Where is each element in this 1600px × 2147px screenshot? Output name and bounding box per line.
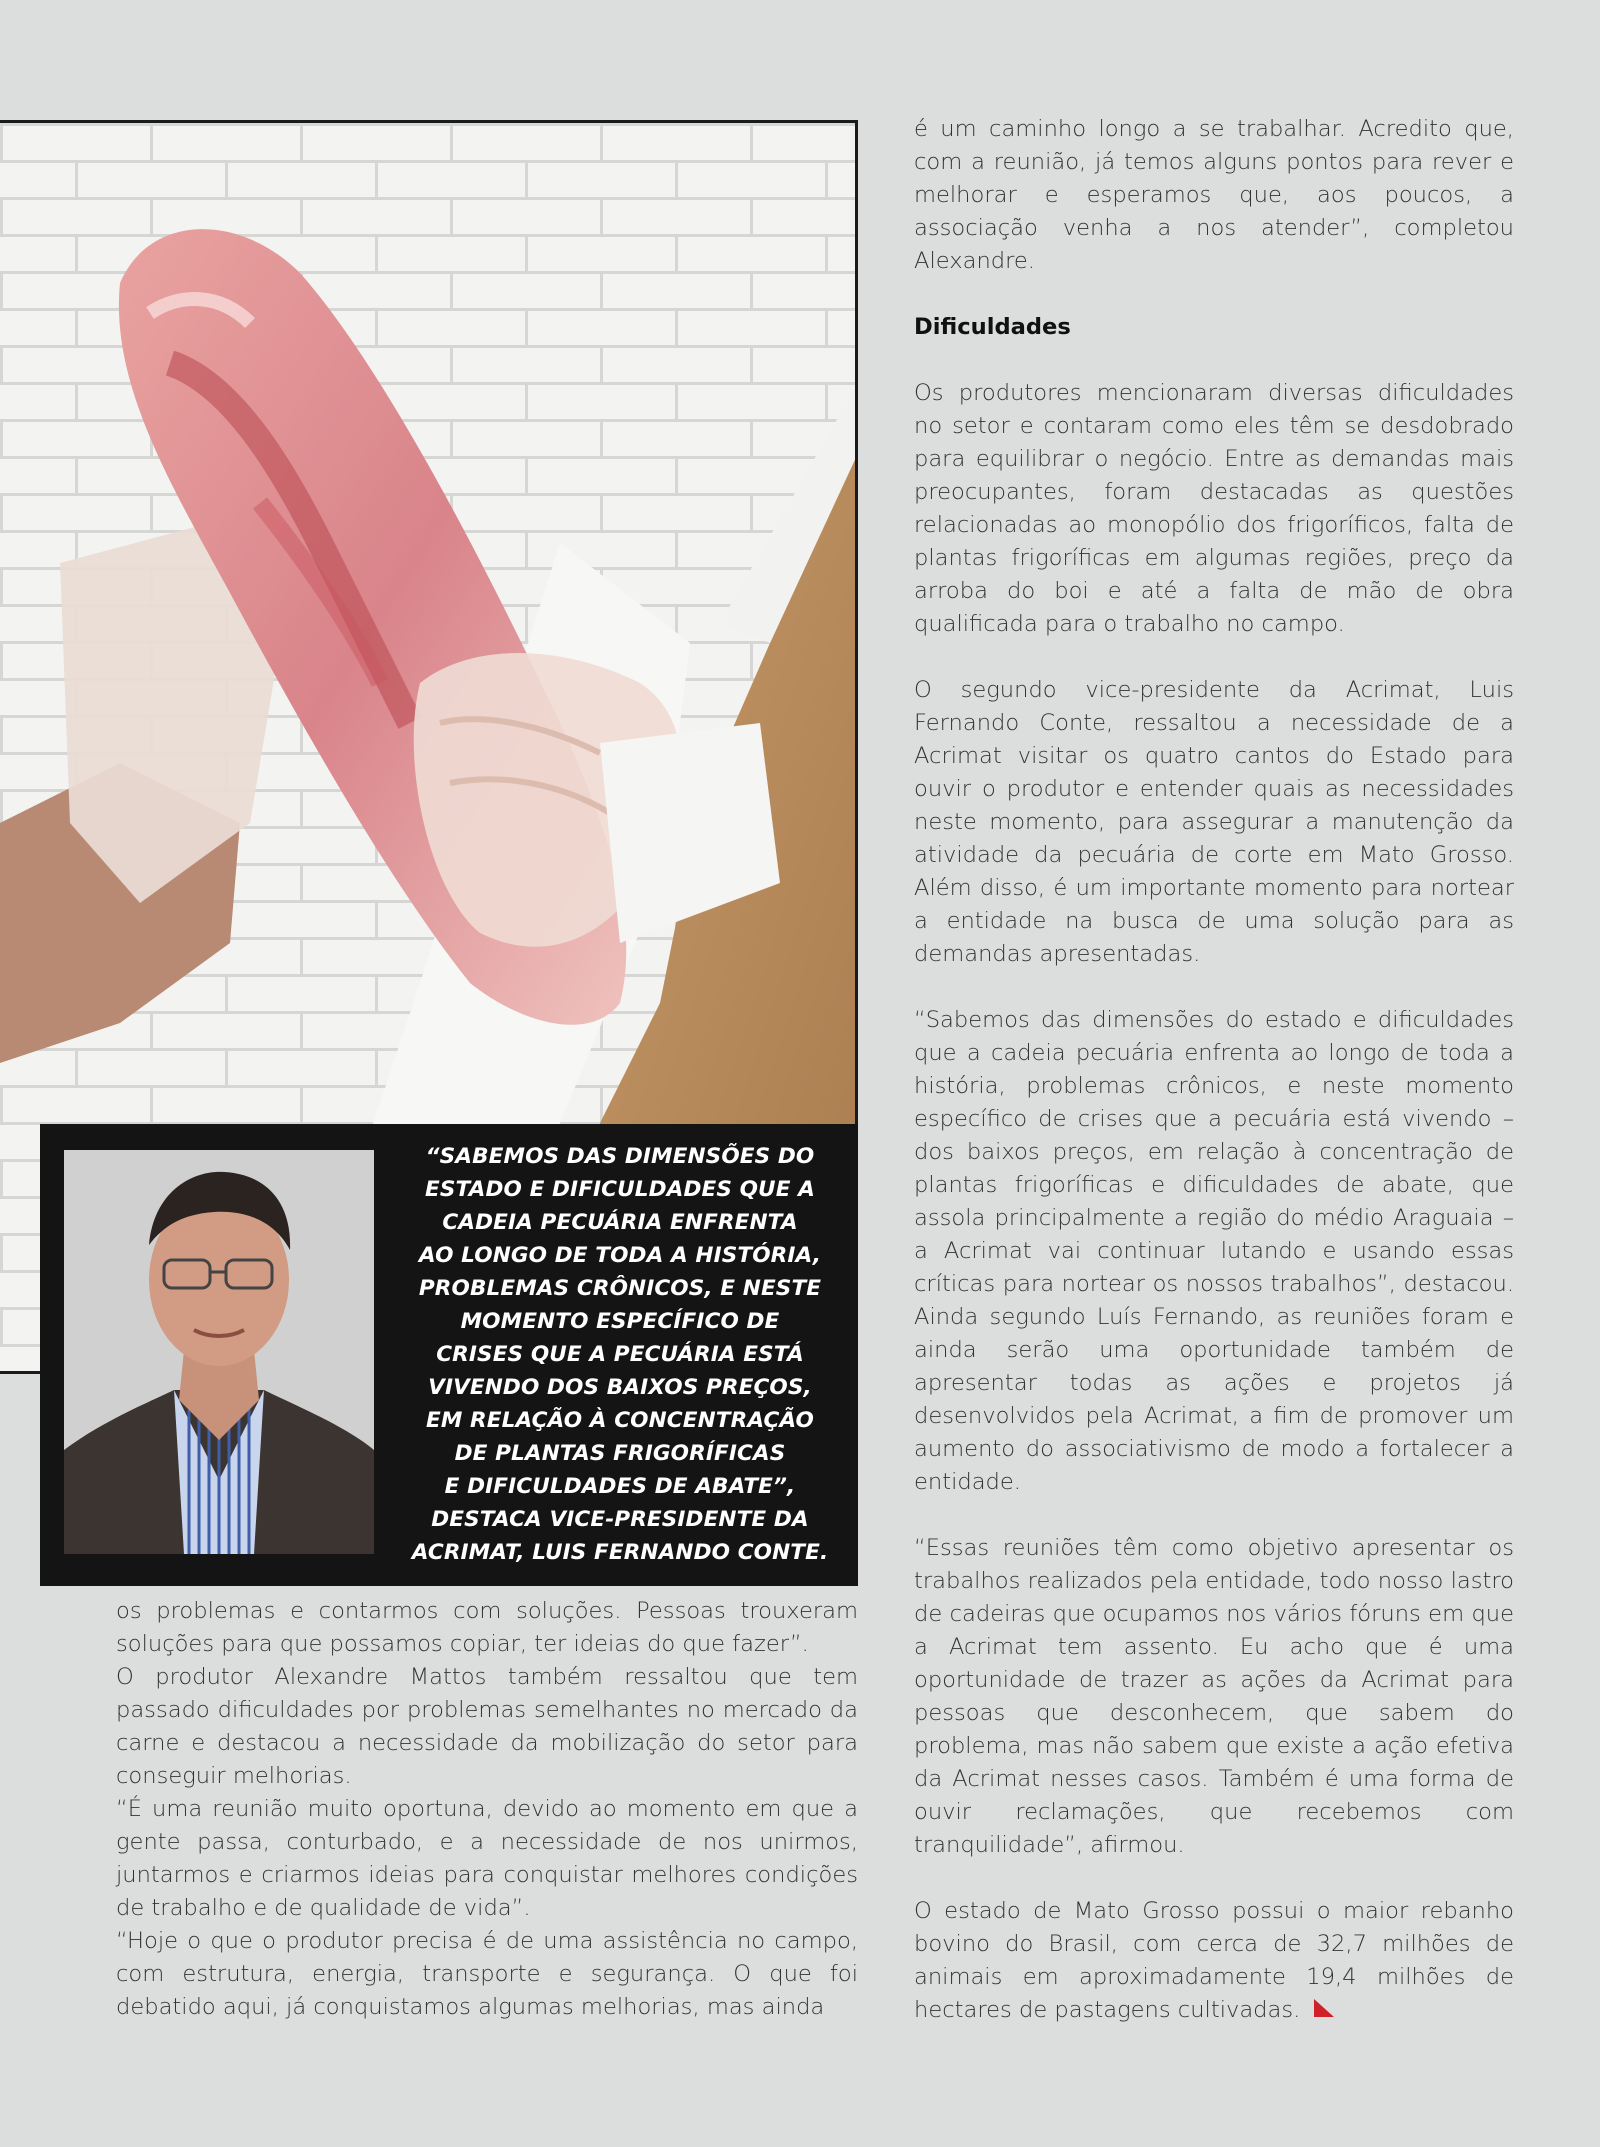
paragraph-final <box>914 1895 1514 2027</box>
quote-line: “SABEMOS DAS DIMENSÕES DO <box>425 1144 815 1169</box>
quote-line: MOMENTO ESPECÍFICO DE <box>460 1309 780 1334</box>
quote-line: DE PLANTAS FRIGORÍFICAS <box>454 1441 786 1466</box>
paragraph: “Hoje o que o produtor precisa é de uma assistência no campo, com estrutura, energia, transporte e segurança. O que foi debatido aqui, já conquistamos algumas melhorias, mas ainda <box>116 1928 858 2020</box>
quote-line: CADEIA PECUÁRIA ENFRENTA <box>442 1210 798 1235</box>
section-heading: Dificuldades <box>914 314 1071 340</box>
paragraph: “Sabemos das dimensões do estado e dificuldades que a cadeia pecuária enfrenta ao longo de toda a história, problemas crônicos, e neste momento específico de crises que a pecuária está vivendo – dos baixos preços, em relação à concentração de plantas frigoríficas e dificuldades de abate, que assola principalmente a região do médio Araguaia – a Acrimat vai continuar lutando e usando essas críticas para nortear os nossos trabalhos”, destacou. Ainda segundo Luís Fernando, as reuniões foram e ainda serão uma oportunidade também de apresentar todas as ações e projetos já desenvolvidos pela Acrimat, a fim de promover um aumento do associativismo de modo a fortalecer a entidade. <box>914 1007 1514 1495</box>
pull-quote-text <box>394 1140 846 1569</box>
quote-line: ACRIMAT, LUIS FERNANDO CONTE. <box>411 1540 829 1565</box>
end-of-article-icon <box>1314 1994 1334 2027</box>
portrait-photo <box>64 1150 374 1554</box>
paragraph: “É uma reunião muito oportuna, devido ao momento em que a gente passa, conturbado, e a necessidade de nos unirmos, juntarmos e criarmos ideias para conquistar melhores condições de trabalho e de qualidade de vida”. <box>116 1796 858 1921</box>
paragraph: “Essas reuniões têm como objetivo apresentar os trabalhos realizados pela entidade, todo nosso lastro de cadeiras que ocupamos nos vários fóruns em que a Acrimat tem assento. Eu acho que é uma oportunidade de trazer as ações da Acrimat para pessoas que desconhecem, que sabem do problema, mas não sabem que existe a ação efetiva da Acrimat nesses casos. Também é uma forma de ouvir reclamações, que recebemos com tranquilidade”, afirmou. <box>914 1535 1514 1858</box>
paragraph-text: O estado de Mato Grosso possui o maior rebanho bovino do Brasil, com cerca de 32,7 milhões de animais em aproximadamente 19,4 milhões de hectares de pastagens cultivadas. <box>914 1898 1514 2023</box>
right-column <box>914 113 1514 2027</box>
paragraph: é um caminho longo a se trabalhar. Acredito que, com a reunião, já temos alguns pontos para rever e melhorar e esperamos que, aos poucos, a associação venha a nos atender”, completou Alexandre. <box>914 116 1514 274</box>
paragraph: Os produtores mencionaram diversas dificuldades no setor e contaram como eles têm se desdobrado para equilibrar o negócio. Entre as demandas mais preocupantes, foram destacadas as questões relacionadas ao monopólio dos frigoríficos, falta de plantas frigoríficas em algumas regiões, preço da arroba do boi e até a falta de mão de obra qualificada para o trabalho no campo. <box>914 380 1514 637</box>
paragraph: os problemas e contarmos com soluções. Pessoas trouxeram soluções para que possamos copiar, ter ideias do que fazer”. <box>116 1598 858 1657</box>
pull-quote-box <box>40 1124 858 1586</box>
quote-line: E DIFICULDADES DE ABATE”, <box>444 1474 796 1499</box>
left-column <box>116 1595 858 2024</box>
quote-line: ESTADO E DIFICULDADES QUE A <box>425 1177 815 1202</box>
paragraph: O segundo vice-presidente da Acrimat, Luis Fernando Conte, ressaltou a necessidade de a Acrimat visitar os quatro cantos do Estado para ouvir o produtor e entender quais as necessidades neste momento, para assegurar a manutenção da atividade da pecuária de corte em Mato Grosso. Além disso, é um importante momento para nortear a entidade na busca de uma solução para as demandas apresentadas. <box>914 677 1514 967</box>
quote-line: VIVENDO DOS BAIXOS PREÇOS, <box>428 1375 812 1400</box>
quote-line: CRISES QUE A PECUÁRIA ESTÁ <box>436 1342 804 1367</box>
quote-line: DESTACA VICE-PRESIDENTE DA <box>431 1507 809 1532</box>
quote-line: AO LONGO DE TODA A HISTÓRIA, <box>418 1243 822 1268</box>
paragraph: O produtor Alexandre Mattos também ressaltou que tem passado dificuldades por problemas semelhantes no mercado da carne e destacou a necessidade da mobilização do setor para conseguir melhorias. <box>116 1664 858 1789</box>
quote-line: PROBLEMAS CRÔNICOS, E NESTE <box>418 1276 822 1301</box>
quote-line: EM RELAÇÃO À CONCENTRAÇÃO <box>425 1408 815 1433</box>
